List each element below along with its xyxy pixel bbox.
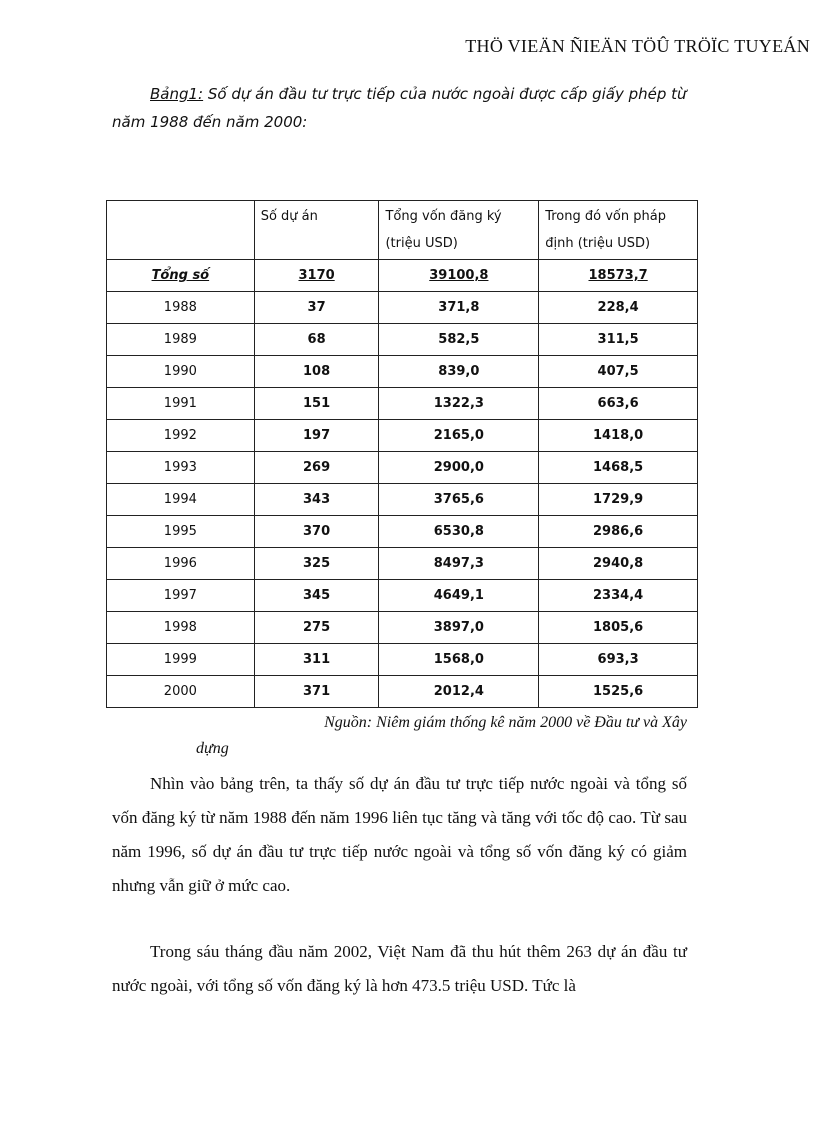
caption-label: Bảng1:: [150, 85, 204, 103]
table-row: [107, 324, 698, 356]
table-row: [107, 452, 698, 484]
year-cell: 1991: [107, 388, 255, 420]
table-source-note-continued: dựng: [196, 740, 229, 757]
registered-capital-cell: 2012,4: [379, 676, 539, 708]
registered-capital-cell: 371,8: [379, 292, 539, 324]
table-row: [107, 484, 698, 516]
table-row: [107, 644, 698, 676]
registered-capital-cell: 2900,0: [379, 452, 539, 484]
year-cell: 1989: [107, 324, 255, 356]
projects-cell: 311: [254, 644, 379, 676]
registered-capital-cell: 3897,0: [379, 612, 539, 644]
header-cell-empty: [107, 201, 255, 260]
year-cell: 1988: [107, 292, 255, 324]
projects-cell: 197: [254, 420, 379, 452]
legal-capital-cell: 2986,6: [539, 516, 698, 548]
page-header: THÖ VIEÄN ÑIEÄN TÖÛ TRÖÏC TUYEÁN: [465, 36, 810, 56]
projects-cell: 325: [254, 548, 379, 580]
registered-capital-cell: 839,0: [379, 356, 539, 388]
table-row: [107, 676, 698, 708]
year-cell: 1994: [107, 484, 255, 516]
projects-cell: 371: [254, 676, 379, 708]
table-caption: [112, 80, 702, 136]
table-header-row: [107, 201, 698, 260]
caption-text: Số dự án đầu tư trực tiếp của nước ngoài được cấp giấy phép từ năm 1988 đến năm 2000:: [112, 85, 687, 131]
projects-cell: 108: [254, 356, 379, 388]
body-paragraph: Nhìn vào bảng trên, ta thấy số dự án đầu tư trực tiếp nước ngoài và tổng số vốn đăng ký từ năm 1988 đến năm 1996 liên tục tăng và tăng với tốc độ cao. Từ sau năm 1996, số dự án đầu tư trực tiếp nước ngoài và tổng số vốn đăng ký có giảm nhưng vẫn giữ ở mức cao.: [112, 774, 687, 895]
body-paragraph: Trong sáu tháng đầu năm 2002, Việt Nam đã thu hút thêm 263 dự án đầu tư nước ngoài, với tổng số vốn đăng ký là hơn 473.5 triệu USD. Tức là: [112, 942, 687, 995]
projects-cell: 269: [254, 452, 379, 484]
registered-capital-cell: 582,5: [379, 324, 539, 356]
legal-capital-cell: 228,4: [539, 292, 698, 324]
total-projects: 3170: [254, 260, 379, 292]
legal-capital-cell: 311,5: [539, 324, 698, 356]
legal-capital-cell: 1418,0: [539, 420, 698, 452]
total-legal-capital: 18573,7: [539, 260, 698, 292]
year-cell: 1999: [107, 644, 255, 676]
registered-capital-cell: 2165,0: [379, 420, 539, 452]
table-row: [107, 548, 698, 580]
year-cell: 1996: [107, 548, 255, 580]
table-row: [107, 516, 698, 548]
table-row: [107, 580, 698, 612]
table-row: [107, 292, 698, 324]
legal-capital-cell: 693,3: [539, 644, 698, 676]
total-label: Tổng số: [107, 260, 255, 292]
year-cell: 1997: [107, 580, 255, 612]
year-cell: 1995: [107, 516, 255, 548]
projects-cell: 345: [254, 580, 379, 612]
registered-capital-cell: 3765,6: [379, 484, 539, 516]
projects-cell: 151: [254, 388, 379, 420]
registered-capital-cell: 1322,3: [379, 388, 539, 420]
projects-cell: 68: [254, 324, 379, 356]
table-row: [107, 356, 698, 388]
year-cell: 1990: [107, 356, 255, 388]
year-cell: 1993: [107, 452, 255, 484]
projects-cell: 275: [254, 612, 379, 644]
table-row: [107, 388, 698, 420]
registered-capital-cell: 4649,1: [379, 580, 539, 612]
total-registered-capital: 39100,8: [379, 260, 539, 292]
legal-capital-cell: 2334,4: [539, 580, 698, 612]
legal-capital-cell: 663,6: [539, 388, 698, 420]
fdi-projects-table: [106, 200, 698, 708]
registered-capital-cell: 1568,0: [379, 644, 539, 676]
legal-capital-cell: 1729,9: [539, 484, 698, 516]
legal-capital-cell: 2940,8: [539, 548, 698, 580]
registered-capital-cell: 6530,8: [379, 516, 539, 548]
year-cell: 1992: [107, 420, 255, 452]
header-cell-legal-capital: Trong đó vốn pháp định (triệu USD): [539, 201, 698, 260]
table-row: [107, 612, 698, 644]
legal-capital-cell: 1525,6: [539, 676, 698, 708]
table-total-row: [107, 260, 698, 292]
legal-capital-cell: 407,5: [539, 356, 698, 388]
legal-capital-cell: 1468,5: [539, 452, 698, 484]
projects-cell: 343: [254, 484, 379, 516]
registered-capital-cell: 8497,3: [379, 548, 539, 580]
table-source-note: Nguồn: Niêm giám thống kê năm 2000 về Đầu tư và Xây: [324, 714, 687, 731]
projects-cell: 370: [254, 516, 379, 548]
projects-cell: 37: [254, 292, 379, 324]
year-cell: 1998: [107, 612, 255, 644]
year-cell: 2000: [107, 676, 255, 708]
header-cell-registered-capital: Tổng vốn đăng ký (triệu USD): [379, 201, 539, 260]
header-cell-projects: Số dự án: [254, 201, 379, 260]
table-row: [107, 420, 698, 452]
legal-capital-cell: 1805,6: [539, 612, 698, 644]
